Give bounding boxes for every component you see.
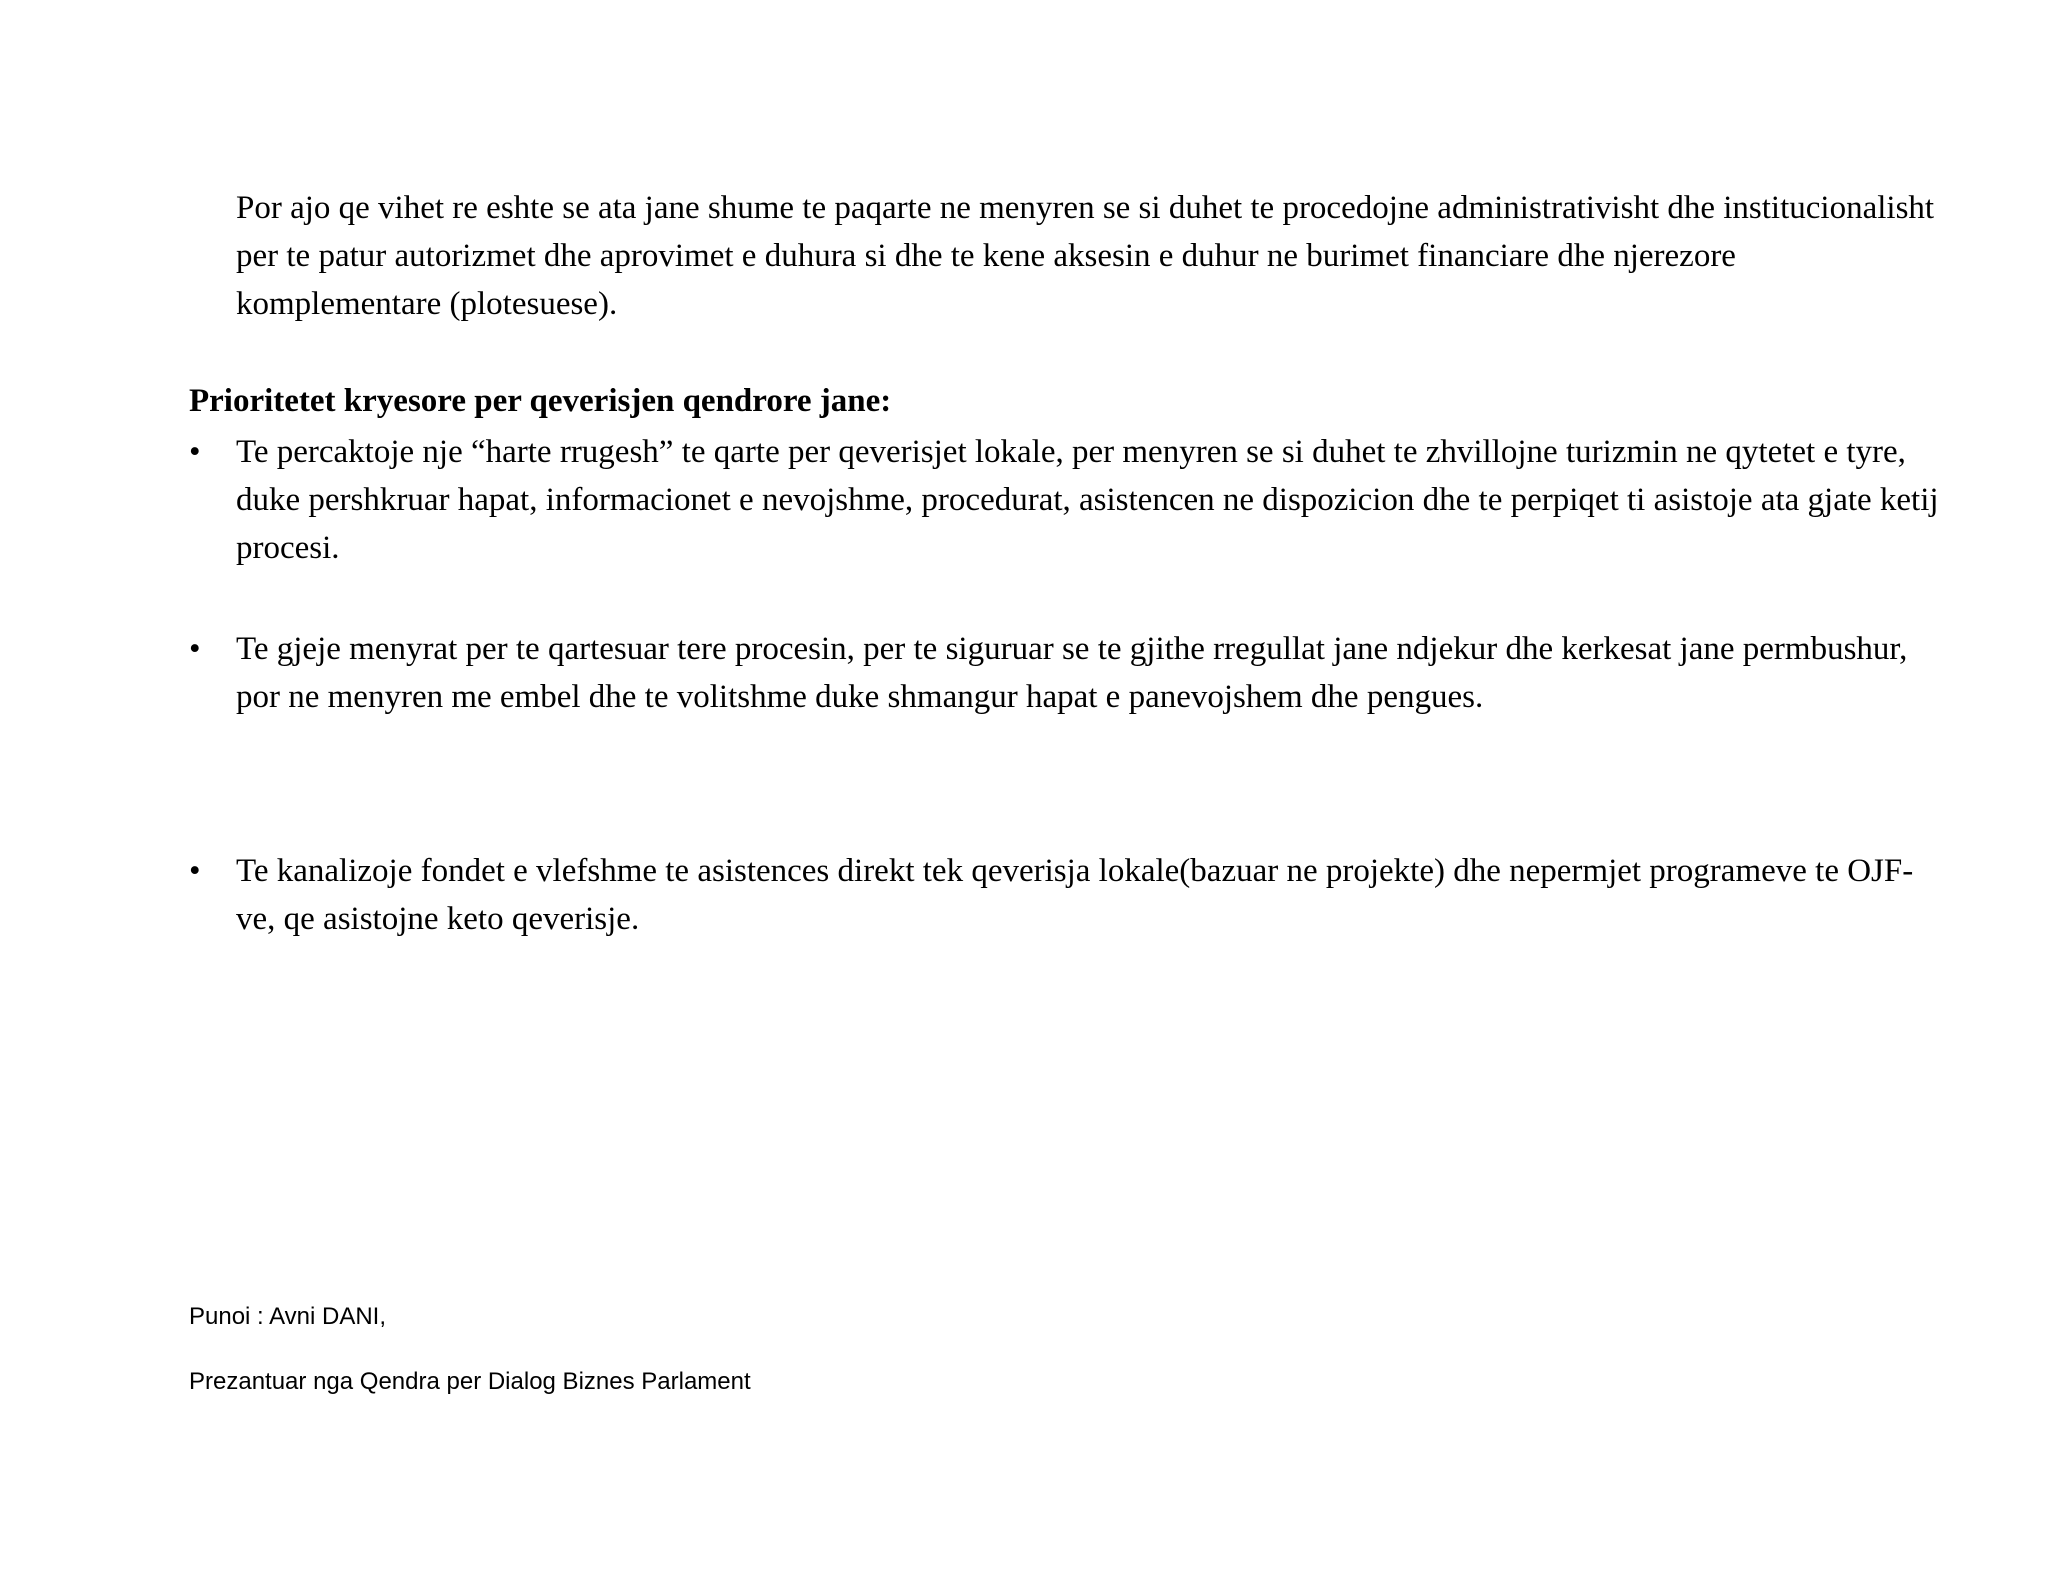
presented-by-line: Prezantuar nga Qendra per Dialog Biznes Parlament [189, 1368, 751, 1395]
bullet-icon: • [189, 434, 201, 470]
list-item-text: Te kanalizoje fondet e vlefshme te asistences direkt tek qeverisja lokale(bazuar ne projekte) dhe nepermjet programeve te OJF-ve, qe asistojne keto qeverisje. [236, 853, 1914, 937]
bullet-icon: • [189, 853, 201, 889]
intro-paragraph: Por ajo qe vihet re eshte se ata jane shume te paqarte ne menyren se si duhet te procedojne administrativisht dhe institucionalisht per te patur autorizmet dhe aprovimet e duhura si dhe te kene aksesin e duhur ne burimet financiare dhe njerezore komplementare (plotesuese). [236, 190, 1935, 322]
list-item-text: Te gjeje menyrat per te qartesuar tere procesin, per te siguruar se te gjithe rregullat jane ndjekur dhe kerkesat jane permbushur, por ne menyren me embel dhe te volitshme duke shmangur hapat e panevojshem dhe pengues. [236, 631, 1908, 715]
list-item-text: Te percaktoje nje “harte rrugesh” te qarte per qeverisjet lokale, per menyren se si duhet te zhvillojne turizmin ne qytetet e tyre, duke pershkruar hapat, informacionet e nevojshme, procedurat, asistencen ne dispozicion dhe te perpiqet ti asistoje ata gjate ketij procesi. [236, 434, 1939, 566]
priorities-heading: Prioritetet kryesore per qeverisjen qendrore jane: [189, 383, 892, 419]
bullet-icon: • [189, 631, 201, 667]
author-line: Punoi : Avni DANI, [189, 1303, 386, 1330]
